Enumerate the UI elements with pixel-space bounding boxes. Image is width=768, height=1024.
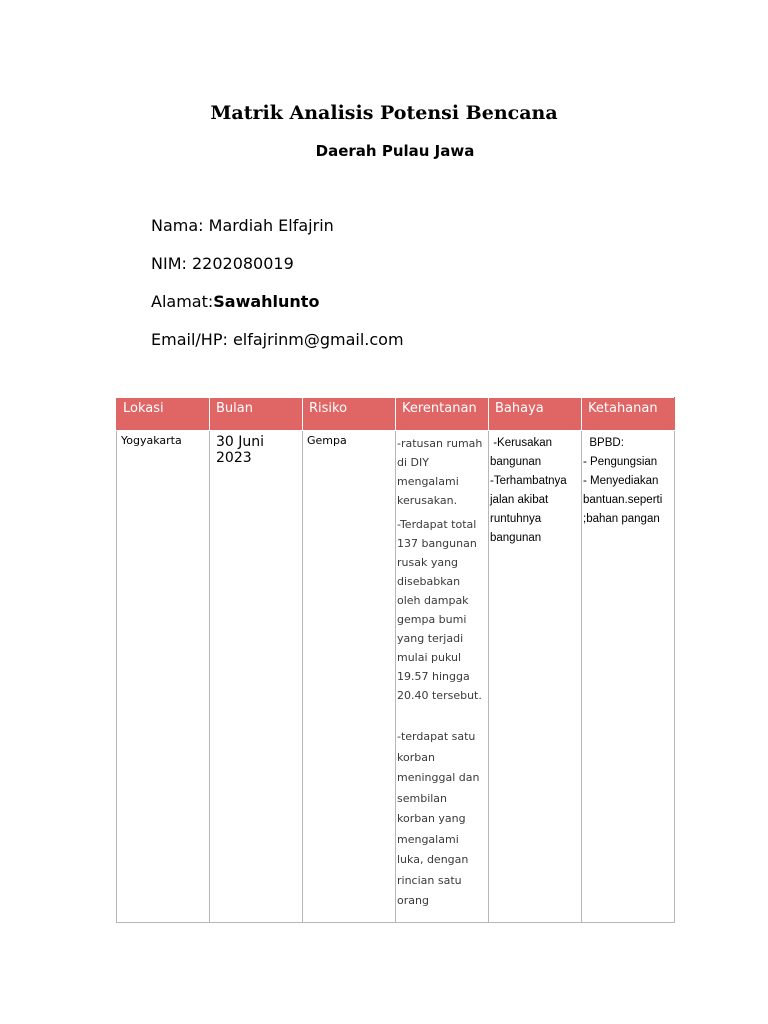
document-subtitle: Daerah Pulau Jawa bbox=[315, 142, 475, 160]
ketahanan-line: ;bahan pangan bbox=[583, 513, 660, 525]
header-bulan: Bulan bbox=[210, 398, 303, 431]
nama-value: Mardiah Elfajrin bbox=[208, 216, 334, 235]
cell-bahaya bbox=[489, 431, 582, 923]
header-lokasi: Lokasi bbox=[117, 398, 210, 431]
kerentanan-line: mengalami bbox=[397, 475, 459, 488]
kerentanan-line: -terdapat satu bbox=[397, 730, 476, 743]
kerentanan-line: luka, dengan bbox=[397, 853, 469, 866]
kerentanan-line: 19.57 hingga bbox=[397, 670, 470, 683]
kerentanan-line: rincian satu bbox=[397, 873, 462, 887]
kerentanan-line: korban yang bbox=[397, 812, 466, 825]
kerentanan-line: gempa bumi bbox=[397, 613, 467, 626]
cell-bulan: 30 Juni 2023 bbox=[210, 431, 303, 923]
cell-kerentanan bbox=[396, 431, 489, 923]
email-label: Email/HP: bbox=[151, 330, 233, 349]
kerentanan-line: yang terjadi bbox=[397, 632, 464, 645]
kerentanan-line: rusak yang bbox=[397, 556, 459, 569]
bahaya-line: jalan akibat bbox=[490, 494, 549, 506]
kerentanan-line: kerusakan. bbox=[397, 494, 458, 507]
document-title: Matrik Analisis Potensi Bencana bbox=[210, 102, 558, 124]
bahaya-line: bangunan bbox=[490, 456, 542, 468]
kerentanan-line: 20.40 tersebut. bbox=[397, 689, 482, 702]
header-risiko: Risiko bbox=[303, 398, 396, 431]
alamat-label: Alamat: bbox=[151, 292, 214, 311]
info-alamat bbox=[151, 292, 319, 311]
kerentanan-line: sembilan bbox=[397, 791, 448, 805]
info-nama bbox=[151, 216, 334, 235]
header-kerentanan: Kerentanan bbox=[396, 398, 489, 431]
alamat-value: Sawahlunto bbox=[213, 292, 320, 311]
kerentanan-line: -ratusan rumah bbox=[397, 437, 483, 450]
kerentanan-line: -Terdapat total bbox=[397, 518, 477, 531]
kerentanan-line: di DIY bbox=[397, 456, 429, 469]
nama-label: Nama: bbox=[151, 216, 209, 235]
ketahanan-line: bantuan.seperti bbox=[583, 494, 663, 506]
ketahanan-line: - Pengungsian bbox=[583, 456, 658, 468]
bahaya-line: -Terhambatnya bbox=[490, 475, 567, 487]
nim-label: NIM: bbox=[151, 254, 192, 273]
kerentanan-line: meninggal dan bbox=[397, 771, 480, 784]
cell-ketahanan bbox=[582, 431, 675, 923]
header-ketahanan: Ketahanan bbox=[582, 398, 675, 431]
kerentanan-line: 137 bangunan bbox=[397, 537, 477, 550]
kerentanan-line: korban bbox=[397, 750, 435, 764]
kerentanan-line: oleh dampak bbox=[397, 594, 469, 607]
table-header-row bbox=[117, 398, 675, 431]
ketahanan-line: - Menyediakan bbox=[583, 475, 659, 487]
kerentanan-line: mengalami bbox=[397, 832, 459, 846]
bahaya-line: bangunan bbox=[490, 532, 542, 544]
kerentanan-line: disebabkan bbox=[397, 575, 461, 588]
bahaya-line: -Kerusakan bbox=[490, 437, 553, 449]
cell-risiko: Gempa bbox=[303, 431, 396, 923]
ketahanan-line: BPBD: bbox=[583, 437, 624, 449]
kerentanan-line: orang bbox=[397, 894, 429, 907]
email-value: elfajrinm@gmail.com bbox=[232, 330, 404, 349]
info-email bbox=[151, 330, 404, 349]
info-nim bbox=[151, 254, 294, 273]
bahaya-line: runtuhnya bbox=[490, 513, 542, 525]
table-row bbox=[117, 431, 675, 923]
analysis-table bbox=[116, 397, 675, 923]
nim-value: 2202080019 bbox=[191, 254, 294, 273]
kerentanan-line: mulai pukul bbox=[397, 651, 462, 664]
cell-lokasi: Yogyakarta bbox=[117, 431, 210, 923]
header-bahaya: Bahaya bbox=[489, 398, 582, 431]
